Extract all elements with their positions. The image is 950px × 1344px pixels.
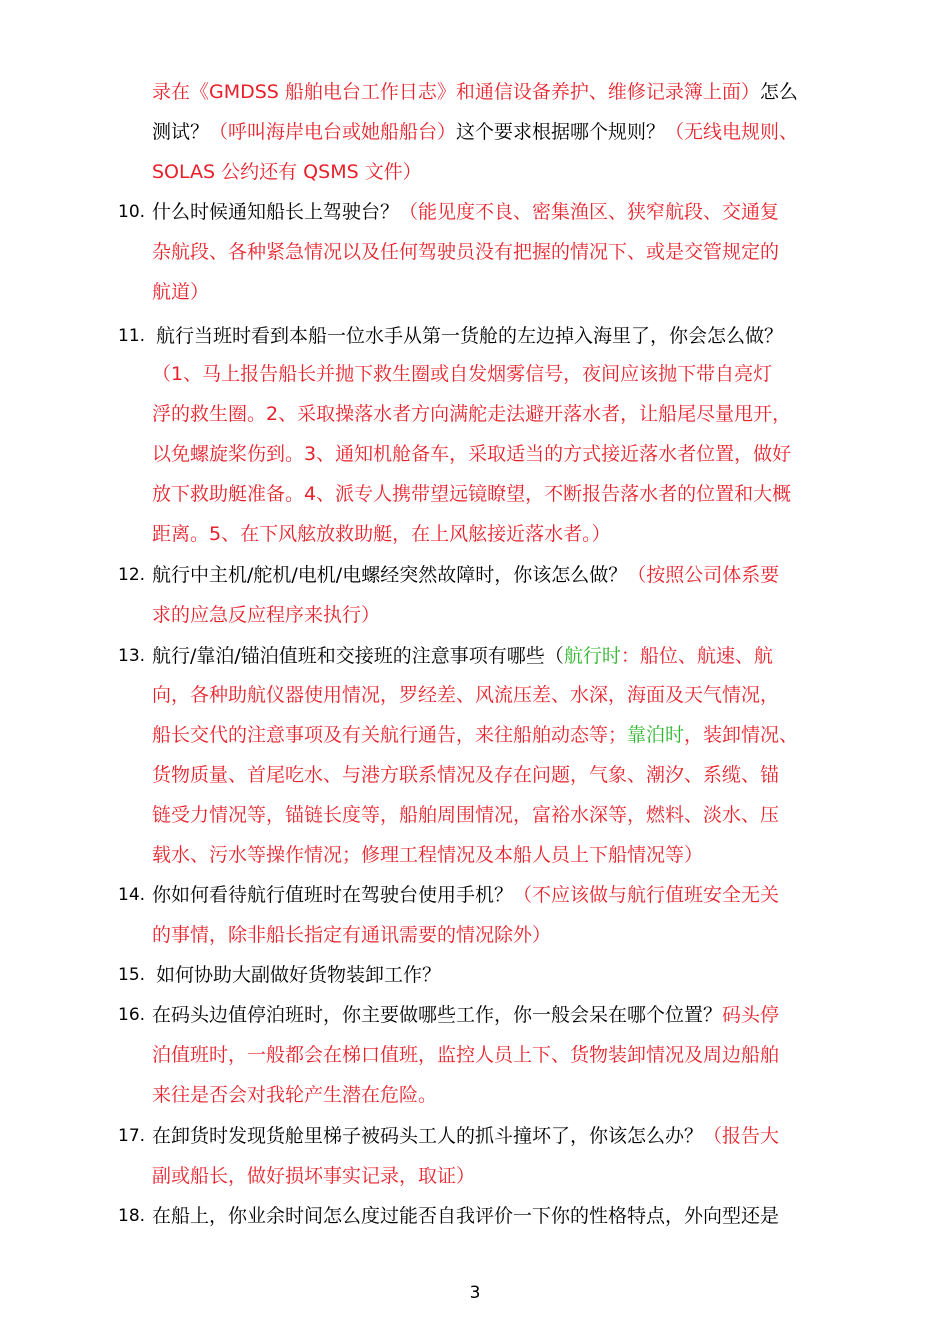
text-line <box>152 723 798 747</box>
text-line <box>152 120 798 144</box>
question-text: 航行中主机/舵机/电机/电螺经突然故障时，你该怎么做？ <box>152 564 628 586</box>
answer-text: 杂航段、各种紧急情况以及任何驾驶员没有把握的情况下、或是交管规定的 <box>152 241 780 263</box>
answer-text: （呼叫海岸电台或她船船台） <box>209 121 457 143</box>
text-line <box>152 1124 779 1148</box>
text-line <box>152 603 380 627</box>
text-line <box>152 644 773 668</box>
text-line <box>152 280 209 304</box>
page-number: 3 <box>469 1283 481 1303</box>
text-line <box>152 1003 779 1027</box>
text-line <box>152 923 551 947</box>
answer-text: 录在《GMDSS 船舶电台工作日志》和通信设备养护、维修记录簿上面） <box>152 81 760 103</box>
question-text: 在船上，你业余时间怎么度过能否自我评价一下你的性格特点，外向型还是 <box>152 1205 780 1227</box>
text-line <box>152 402 791 426</box>
answer-text: 链受力情况等，锚链长度等，船舶周围情况，富裕水深等，燃料、淡水、压 <box>152 804 780 826</box>
text-line <box>152 240 779 264</box>
answer-text: 的事情，除非船长指定有通讯需要的情况除外） <box>152 924 552 946</box>
text-line <box>156 963 441 987</box>
question-text: 什么时候通知船长上驾驶台？ <box>152 201 400 223</box>
text-line <box>152 803 779 827</box>
answer-text: 求的应急反应程序来执行） <box>152 604 381 626</box>
answer-text: 货物质量、首尾吃水、与港方联系情况及存在问题，气象、潮汐、系缆、锚 <box>152 764 780 786</box>
question-text: 如何协助大副做好货物装卸工作？ <box>156 964 442 986</box>
item-number-14: 14. <box>118 885 146 905</box>
text-line <box>152 1043 779 1067</box>
answer-text: SOLAS 公约还有 QSMS 文件） <box>152 161 422 183</box>
answer-text: （能见度不良、密集渔区、狭窄航段、交通复 <box>399 201 780 223</box>
question-text: 航行/靠泊/锚泊值班和交接班的注意事项有哪些（ <box>152 645 564 667</box>
text-line <box>152 763 779 787</box>
text-line <box>152 200 779 224</box>
item-number-15: 15. <box>118 965 146 985</box>
item-number-17: 17. <box>118 1126 146 1146</box>
answer-text: 距离。5、在下风舷放救助艇，在上风舷接近落水者。） <box>152 523 611 545</box>
text-line <box>152 1083 437 1107</box>
item-number-10: 10. <box>118 202 146 222</box>
answer-text: 载水、污水等操作情况；修理工程情况及本船人员上下船情况等） <box>152 844 704 866</box>
answer-text: ，装卸情况、 <box>684 724 799 746</box>
question-text: 测试？ <box>152 121 210 143</box>
answer-text: 放下救助艇准备。4、派专人携带望远镜瞭望，不断报告落水者的位置和大概 <box>152 483 792 505</box>
text-line <box>152 1164 475 1188</box>
answer-text: 船长交代的注意事项及有关航行通告，来往船舶动态等； <box>152 724 628 746</box>
text-line <box>152 160 422 184</box>
text-line <box>152 482 791 506</box>
text-line <box>152 563 779 587</box>
text-line <box>152 80 798 104</box>
text-line <box>152 683 779 707</box>
text-line <box>152 522 611 546</box>
question-text: 在码头边值停泊班时，你主要做哪些工作，你一般会呆在哪个位置？ <box>152 1004 723 1026</box>
item-number-18: 18. <box>118 1206 146 1226</box>
item-number-13: 13. <box>118 646 146 666</box>
answer-text: 向，各种助航仪器使用情况，罗经差、风流压差、水深，海面及天气情况， <box>152 684 780 706</box>
answer-text: （无线电规则、 <box>665 121 799 143</box>
question-text: 航行当班时看到本船一位水手从第一货舱的左边掉入海里了，你会怎么做？ <box>156 325 784 347</box>
question-text: 这个要求根据哪个规则？ <box>456 121 666 143</box>
answer-text: （按照公司体系要 <box>627 564 780 586</box>
item-number-12: 12. <box>118 565 146 585</box>
text-line <box>152 1204 779 1228</box>
text-line <box>156 324 783 348</box>
item-number-16: 16. <box>118 1005 146 1025</box>
text-line <box>152 883 779 907</box>
answer-text: 来往是否会对我轮产生潜在危险。 <box>152 1084 438 1106</box>
answer-text: （1、马上报告船长并抛下救生圈或自发烟雾信号，夜间应该抛下带自亮灯 <box>152 363 773 385</box>
answer-text: （报告大 <box>703 1125 780 1147</box>
answer-text: 码头停 <box>722 1004 780 1026</box>
text-line <box>152 362 772 386</box>
text-line <box>152 442 791 466</box>
answer-text: （不应该做与航行值班安全无关 <box>513 884 780 906</box>
answer-text: 以免螺旋桨伤到。3、通知机舱备车，采取适当的方式接近落水者位置，做好 <box>152 443 792 465</box>
question-text: 你如何看待航行值班时在驾驶台使用手机？ <box>152 884 514 906</box>
highlight-label: 靠泊时 <box>627 724 685 746</box>
answer-text: 泊值班时，一般都会在梯口值班，监控人员上下、货物装卸情况及周边船舶 <box>152 1044 780 1066</box>
question-text: 怎么 <box>759 81 798 103</box>
question-text: 在卸货时发现货舱里梯子被码头工人的抓斗撞坏了，你该怎么办？ <box>152 1125 704 1147</box>
highlight-label: 航行时 <box>563 645 621 667</box>
answer-text: 航道） <box>152 281 210 303</box>
answer-text: ：船位、航速、航 <box>620 645 773 667</box>
answer-text: 副或船长，做好损坏事实记录，取证） <box>152 1165 476 1187</box>
answer-text: 浮的救生圈。2、采取操落水者方向满舵走法避开落水者，让船尾尽量甩开， <box>152 403 792 425</box>
text-line <box>152 843 703 867</box>
item-number-11: 11. <box>118 326 146 346</box>
